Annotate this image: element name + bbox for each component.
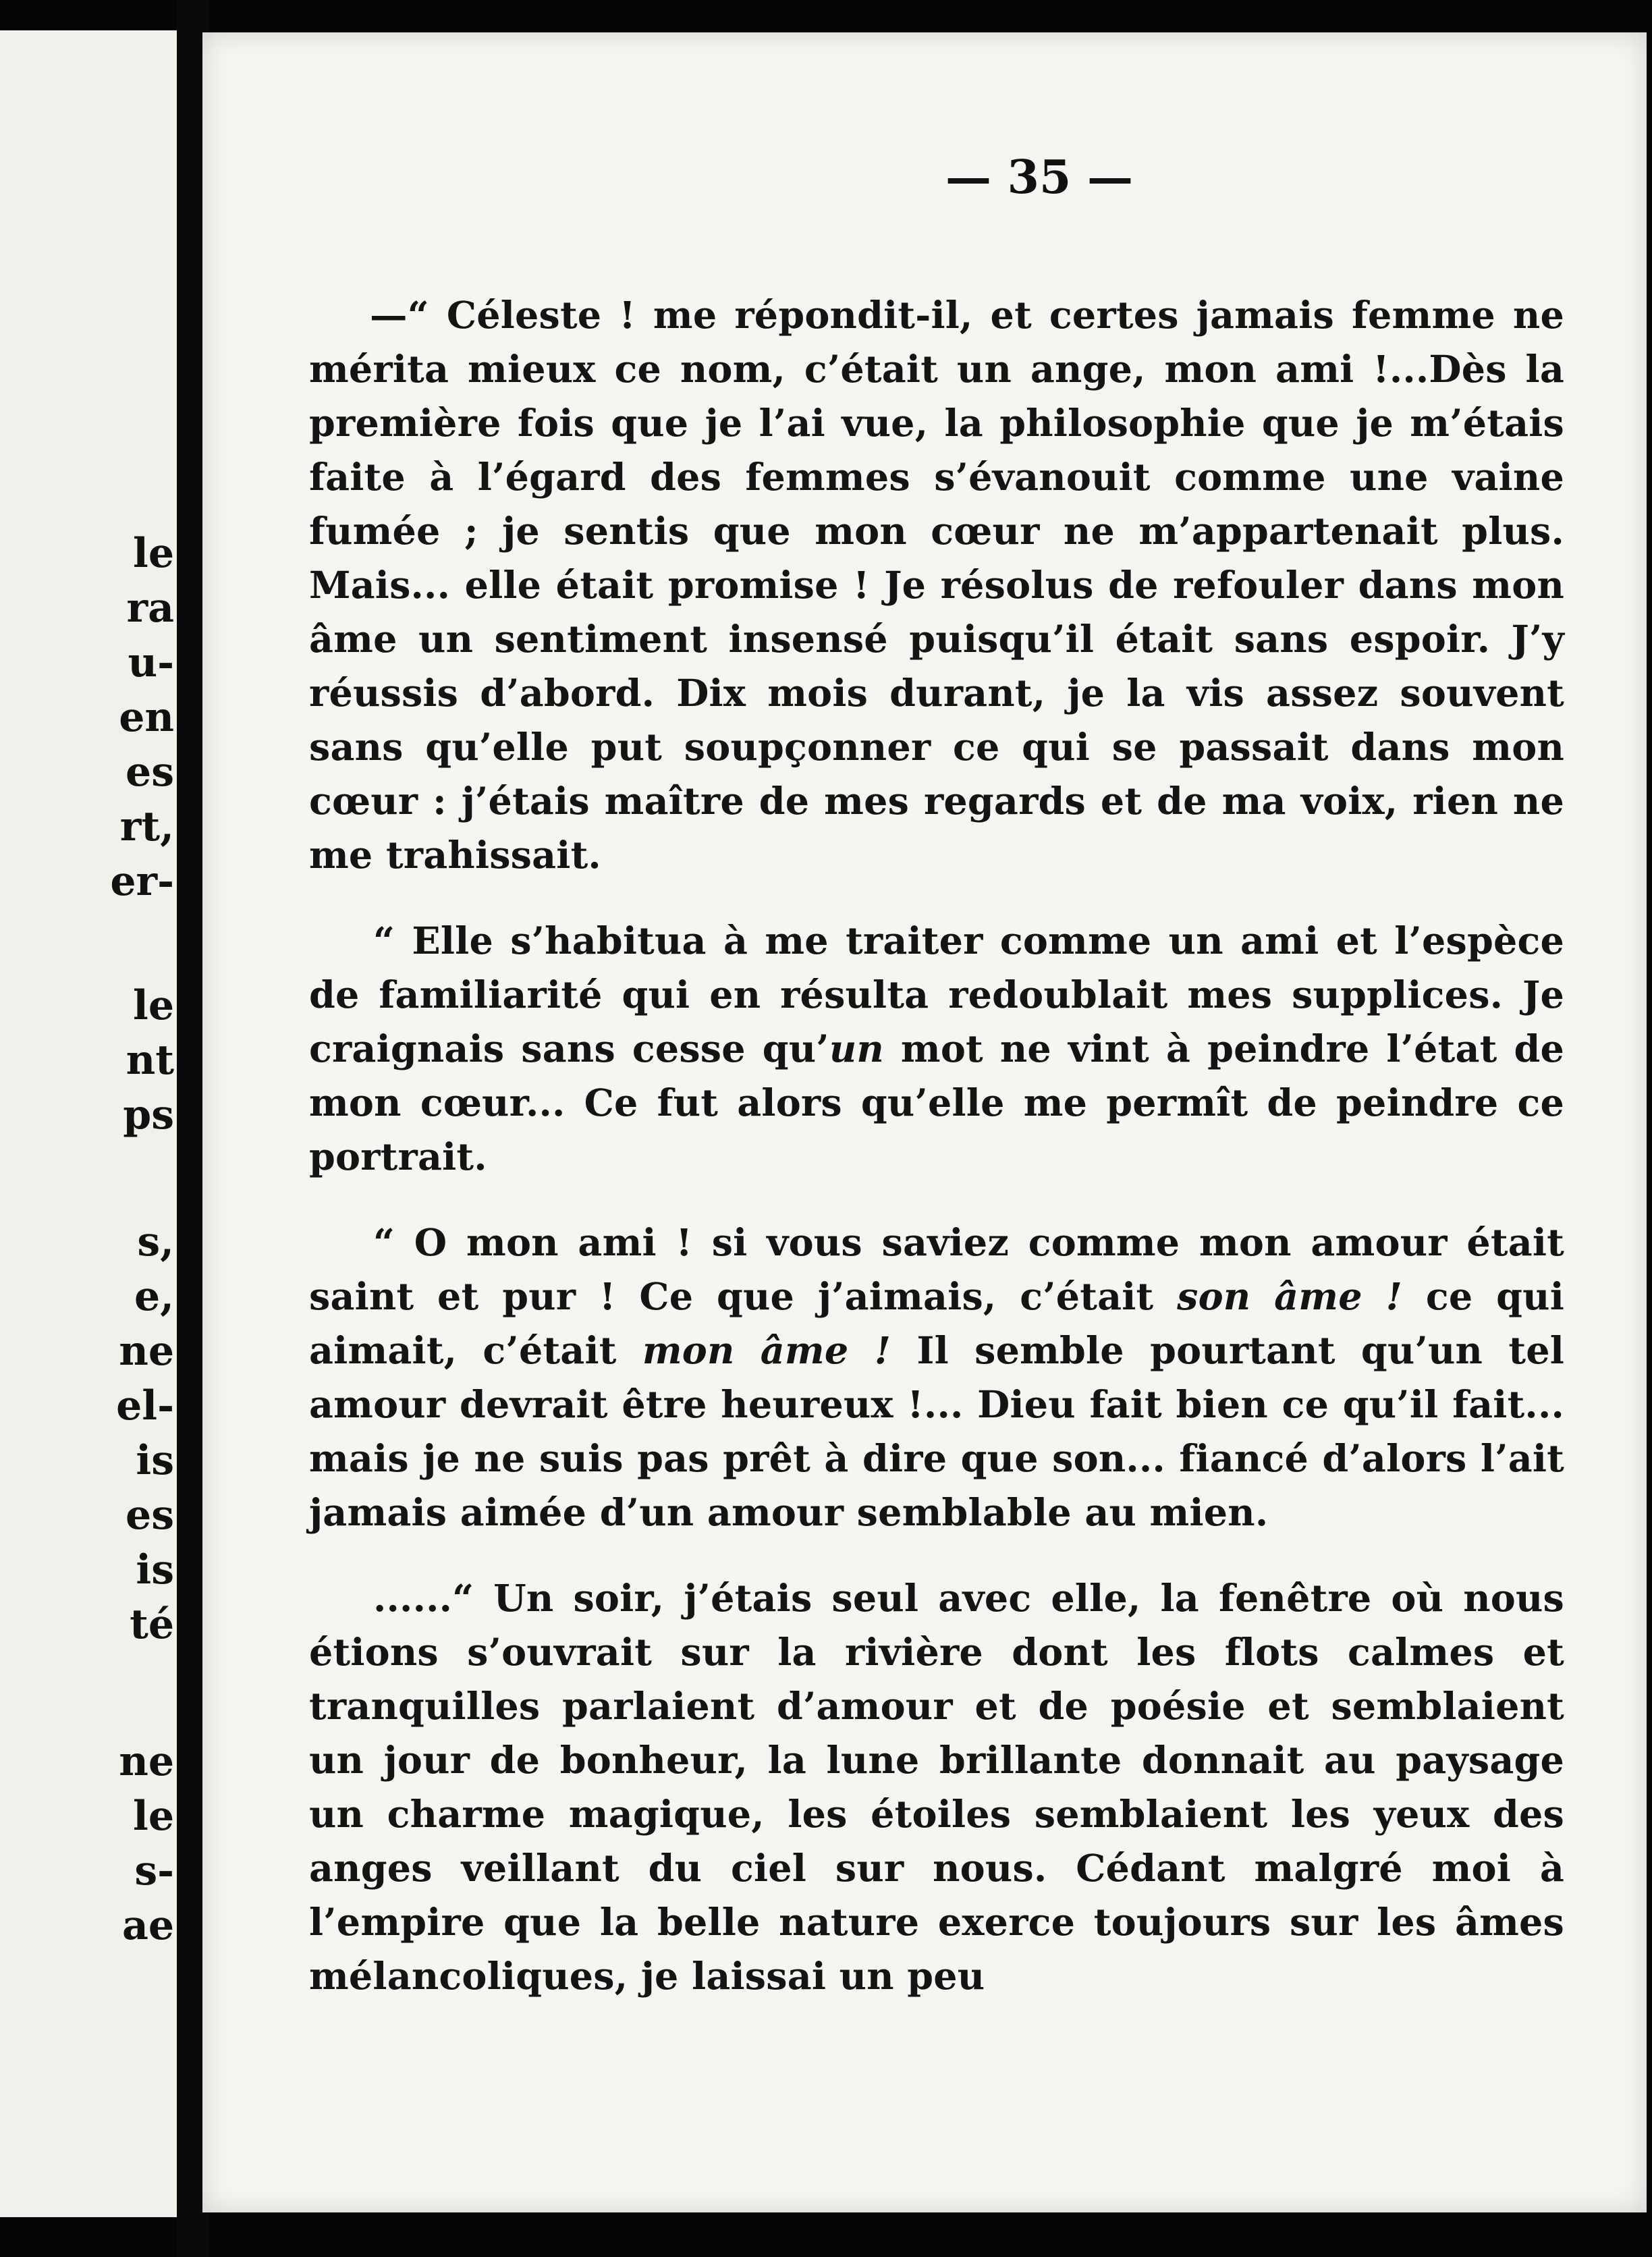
left-line-fragment: ne	[119, 1738, 174, 1785]
left-line-fragment: ae	[121, 1902, 174, 1949]
left-line-fragment: e,	[134, 1273, 174, 1320]
paragraph	[309, 1572, 1564, 2004]
left-line-fragment: s,	[137, 1218, 174, 1266]
left-line-fragment: s-	[134, 1847, 174, 1895]
page-body	[309, 289, 1564, 2036]
paragraph	[309, 915, 1564, 1185]
left-line-fragment: el-	[116, 1382, 174, 1430]
left-line-fragment: en	[119, 694, 174, 741]
text-run: “ O mon ami ! si vous saviez comme mon amour était saint et pur ! Ce que j’aimais, c’était	[309, 1221, 1564, 1319]
left-line-fragment: ra	[126, 584, 174, 632]
left-line-fragment: rt,	[119, 803, 174, 850]
left-line-fragment: ne	[119, 1328, 174, 1375]
left-line-fragment: le	[133, 530, 174, 577]
left-line-fragment: té	[130, 1601, 174, 1648]
left-page-fragment	[0, 30, 177, 2217]
page-number: — 35 —	[945, 151, 1133, 205]
italic-text-run: son âme !	[1177, 1275, 1403, 1319]
left-line-fragment: nt	[126, 1037, 174, 1084]
left-line-fragment: is	[136, 1437, 174, 1484]
paragraph	[309, 1216, 1564, 1540]
left-line-fragment: er-	[110, 858, 174, 905]
left-line-fragment: is	[136, 1546, 174, 1594]
left-line-fragment: le	[133, 982, 174, 1029]
left-line-fragment: es	[126, 1492, 174, 1539]
text-run: Il semble pourtant qu’un tel amour devrait être heureux !... Dieu fait bien ce qu’il fait... mais je ne suis pas prêt à dire que son... fiancé d’alors l’ait jamais aimée d’un amour semblable au mien.	[309, 1329, 1564, 1535]
left-line-fragment: u-	[128, 639, 174, 686]
left-line-fragment: ps	[123, 1091, 174, 1139]
left-line-fragment: le	[133, 1793, 174, 1840]
text-run: “ Elle s’habitua à me traiter comme un ami et l’espèce de familiarité qui en résulta redoublait mes supplices. Je craignais sans cesse qu’	[309, 919, 1564, 1071]
italic-text-run: mon âme !	[642, 1329, 891, 1373]
text-run: ......“ Un soir, j’étais seul avec elle, la fenêtre où nous étions s’ouvrait sur la rivière dont les flots calmes et tranquilles parlaient d’amour et de poésie et semblaient un jour de bonheur, la lune brillante donnait au paysage un charme magique, les étoiles semblaient les yeux des anges veillant du ciel sur nous. Cédant malgré moi à l’empire que la belle nature exerce toujours sur les âmes mélancoliques, je laissai un peu	[309, 1577, 1564, 1998]
left-line-fragment: es	[126, 749, 174, 796]
text-run: ce qui aimait, c’était	[309, 1275, 1565, 1373]
book-page	[202, 32, 1647, 2212]
paragraph	[309, 289, 1564, 883]
italic-text-run: un	[829, 1027, 884, 1071]
text-run: —“ Céleste ! me répondit-il, et certes jamais femme ne mérita mieux ce nom, c’était un ange, mon ami !...Dès la première fois que je l’ai vue, la philosophie que je m’étais faite à l’égard des femmes s’évanouit comme une vaine fumée ; je sentis que mon cœur ne m’appartenait plus. Mais... elle était promise ! Je résolus de refouler dans mon âme un sentiment insensé puisqu’il était sans espoir. J’y réussis d’abord. Dix mois durant, je la vis assez souvent sans qu’elle put soupçonner ce qui se passait dans mon cœur : j’étais maître de mes regards et de ma voix, rien ne me trahissait.	[309, 294, 1564, 877]
text-run: mot ne vint à peindre l’état de mon cœur... Ce fut alors qu’elle me permît de peindre ce portrait.	[309, 1027, 1564, 1179]
